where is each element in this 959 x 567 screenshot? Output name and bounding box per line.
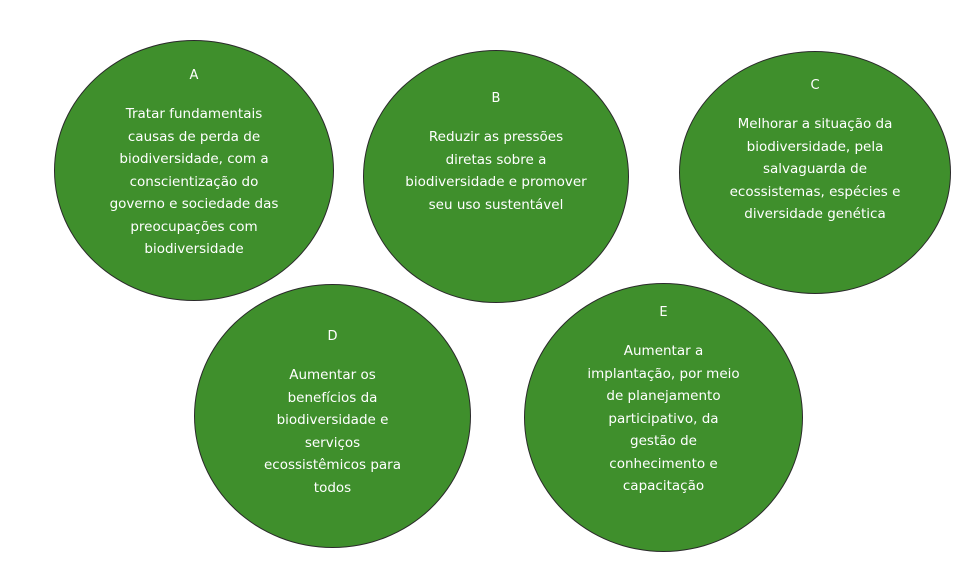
goal-circle-c [679,51,951,294]
goal-letter-a: A [189,68,199,83]
goal-text-c: Melhorar a situação da biodiversidade, pela salvaguarda de ecossistemas, espécies e diversidade genética [729,116,901,222]
goal-circle-a [54,40,334,301]
goal-text-e: Aumentar a implantação, por meio de planejamento participativo, da gestão de conhecimento e capacitação [587,343,740,494]
goal-circle-b [363,50,629,303]
goal-circle-d [194,284,471,548]
goal-letter-d: D [327,329,338,344]
goal-letter-c: C [810,78,820,93]
goal-text-b: Reduzir as pressões diretas sobre a biodiversidade e promover seu uso sustentável [405,129,587,213]
goal-text-d: Aumentar os benefícios da biodiversidade e serviços ecossistêmicos para todos [263,367,401,496]
goal-circle-e [524,283,803,552]
goal-letter-e: E [659,305,668,320]
goal-letter-b: B [491,91,501,106]
goal-text-a: Tratar fundamentais causas de perda de biodiversidade, com a conscientização do governo e sociedade das preocupações com biodiversidade [109,106,279,257]
